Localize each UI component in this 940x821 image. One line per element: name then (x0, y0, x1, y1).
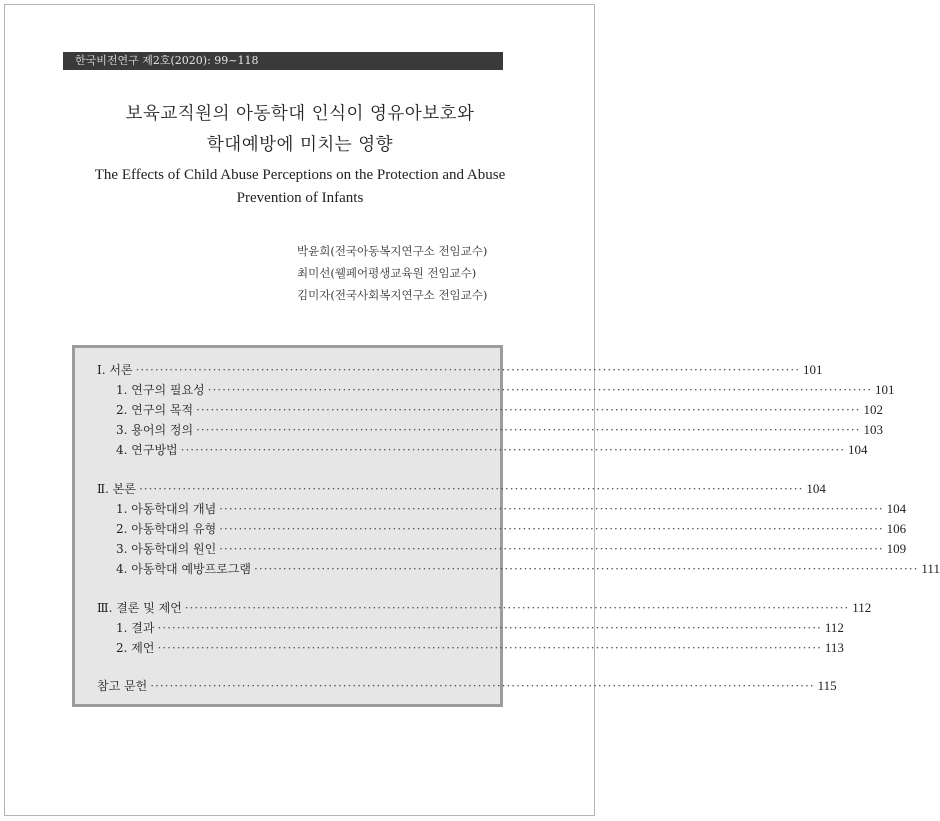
dot-leader: ·········································································································································· (207, 383, 873, 397)
dot-leader: ·········································································································································· (157, 641, 822, 655)
title-korean-line-2: 학대예방에 미치는 영향 (206, 135, 394, 155)
toc-label: Ⅰ. 서론 (97, 363, 133, 377)
toc-page-number: 112 (852, 600, 872, 615)
journal-header-bar: 한국비전연구 제2호(2020): 99~118 (63, 52, 503, 70)
toc-entry-1-3[interactable] (116, 422, 883, 438)
toc-entry-3-1[interactable] (116, 620, 844, 636)
toc-page-number: 103 (863, 422, 883, 437)
toc-entry-2-4[interactable] (116, 561, 940, 577)
toc-page-number: 115 (817, 678, 837, 693)
toc-entry-1-4[interactable] (116, 442, 868, 458)
toc-page-number: 109 (886, 541, 907, 556)
dot-leader: ·········································································································································· (219, 542, 884, 556)
toc-label: 3. 용어의 정의 (116, 423, 194, 437)
toc-entry-1-2[interactable] (116, 402, 883, 418)
toc-page-number: 112 (824, 620, 844, 635)
author-1: 박윤희(전국아동복지연구소 전임교수) (297, 244, 488, 258)
toc-page-number: 102 (863, 402, 883, 417)
toc-entry-section-2[interactable] (97, 481, 826, 497)
dot-leader: ·········································································································································· (150, 679, 815, 693)
toc-entry-3-2[interactable] (116, 640, 844, 656)
toc-entry-1-1[interactable] (116, 382, 895, 398)
title-english-line-2: Prevention of Infants (236, 190, 364, 206)
toc-label: 2. 연구의 목적 (116, 403, 194, 417)
toc-entry-references[interactable] (97, 678, 837, 694)
toc-label: 1. 결과 (116, 621, 155, 635)
dot-leader: ·········································································································································· (184, 601, 850, 615)
toc-page-number: 101 (875, 382, 895, 397)
dot-leader: ·········································································································································· (138, 482, 804, 496)
toc-entry-section-3[interactable] (97, 600, 872, 616)
toc-label: 참고 문헌 (97, 679, 148, 693)
toc-page-number: 104 (848, 442, 868, 457)
toc-entry-2-2[interactable] (116, 521, 907, 537)
toc-label: 1. 연구의 필요성 (116, 383, 205, 397)
author-2: 최미선(웰페어평생교육원 전임교수) (297, 266, 477, 280)
dot-leader: ·········································································································································· (135, 363, 800, 377)
toc-page-number: 104 (886, 501, 907, 516)
author-3: 김미자(전국사회복지연구소 전임교수) (297, 288, 488, 302)
title-korean-line-1: 보육교직원의 아동학대 인식이 영유아보호와 (125, 104, 475, 124)
toc-page-number: 101 (802, 362, 823, 377)
toc-page-number: 106 (886, 521, 907, 536)
toc-label: 2. 제언 (116, 641, 155, 655)
toc-label: 3. 아동학대의 원인 (116, 542, 217, 556)
dot-leader: ·········································································································································· (196, 403, 861, 417)
dot-leader: ·········································································································································· (157, 621, 822, 635)
dot-leader: ·········································································································································· (219, 522, 884, 536)
dot-leader: ·········································································································································· (180, 443, 846, 457)
toc-label: Ⅲ. 결론 및 제언 (97, 601, 182, 615)
toc-label: Ⅱ. 본론 (97, 482, 136, 496)
dot-leader: ·········································································································································· (196, 423, 861, 437)
table-of-contents (72, 345, 940, 707)
toc-entry-2-3[interactable] (116, 541, 907, 557)
toc-label: 2. 아동학대의 유형 (116, 522, 217, 536)
toc-entry-2-1[interactable] (116, 501, 907, 517)
toc-page-number: 104 (806, 481, 826, 496)
dot-leader: ·········································································································································· (219, 502, 884, 516)
dot-leader: ·········································································································································· (254, 562, 919, 576)
toc-label: 4. 연구방법 (116, 443, 178, 457)
toc-page-number: 113 (824, 640, 844, 655)
toc-label: 4. 아동학대 예방프로그램 (116, 562, 251, 576)
toc-page-number: 111 (921, 561, 940, 576)
toc-label: 1. 아동학대의 개념 (116, 502, 217, 516)
title-english-line-1: The Effects of Child Abuse Perceptions on the Protection and Abuse (94, 167, 506, 183)
toc-entry-section-1[interactable] (97, 362, 823, 378)
